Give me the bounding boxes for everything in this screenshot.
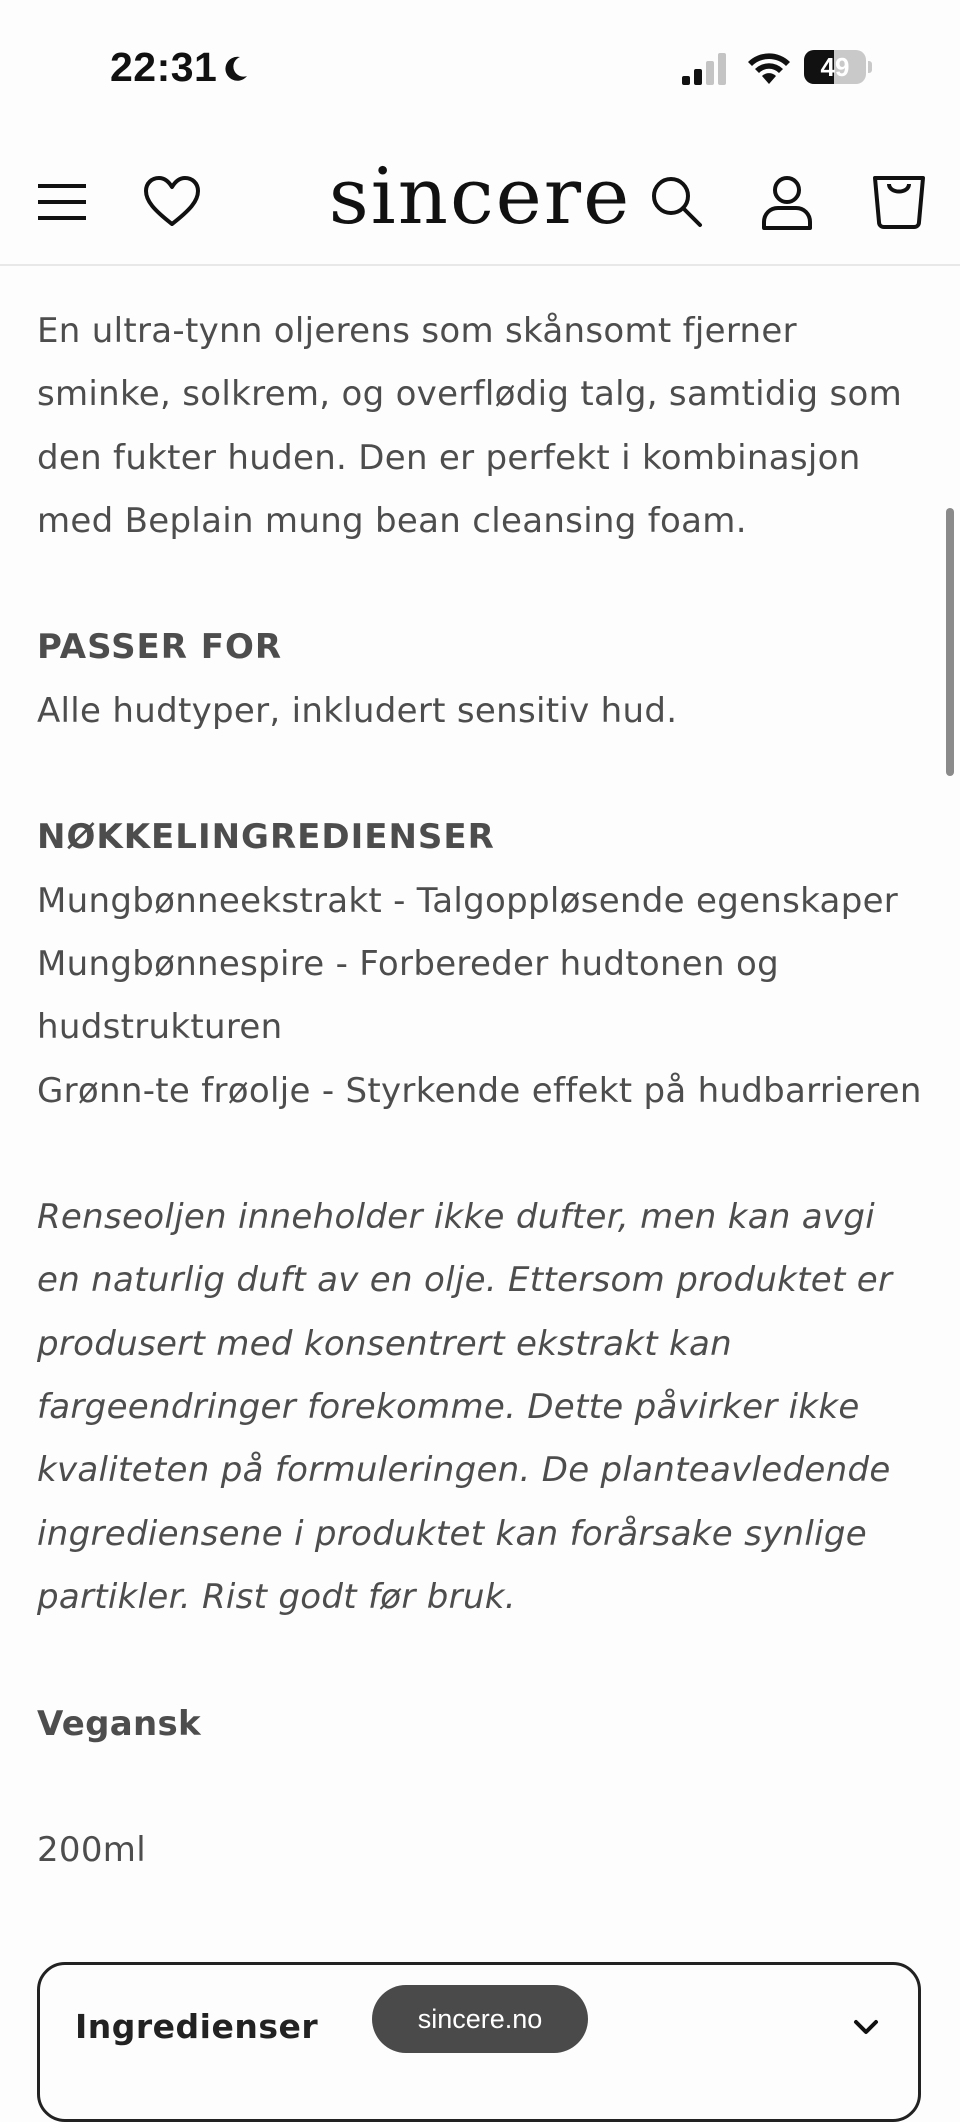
chevron-down-icon [848, 2009, 884, 2045]
product-description [37, 300, 927, 1882]
volume-label: 200ml [37, 1830, 146, 1871]
cart-icon[interactable] [867, 170, 931, 234]
vegan-label: Vegansk [37, 1703, 201, 1744]
menu-icon[interactable] [30, 170, 94, 234]
site-logo[interactable]: sincere [328, 152, 632, 242]
account-icon[interactable] [755, 170, 819, 234]
wifi-icon [746, 50, 792, 86]
signal-icon [680, 52, 730, 86]
status-time: 22:31 [110, 44, 218, 90]
battery-icon [804, 50, 872, 88]
suitable-heading: PASSER FOR [37, 627, 283, 668]
description-intro: En ultra-tynn oljerens som skånsomt fjerner sminke, solkrem, og overflødig talg, samtidig som den fukter huden. Den er perfekt i kombinasjon med Beplain mung bean cleansing foam. [37, 311, 903, 541]
status-bar [0, 0, 960, 140]
ingredients-heading: NØKKELINGREDIENSER [37, 817, 495, 858]
battery-level: 49 [820, 52, 850, 82]
scrollbar[interactable] [946, 508, 954, 776]
ingredient-item: Grønn-te frøolje - Styrkende effekt på hudbarrieren [37, 1070, 922, 1111]
search-icon[interactable] [645, 170, 709, 234]
suitable-text: Alle hudtyper, inkludert sensitiv hud. [37, 690, 678, 731]
browser-url-bar[interactable]: sincere.no [372, 1985, 588, 2053]
heart-icon[interactable] [140, 170, 204, 234]
moon-icon [220, 54, 250, 84]
ingredient-item: Mungbønnespire - Forbereder hudtonen og hudstrukturen [37, 943, 779, 1048]
product-note: Renseoljen inneholder ikke dufter, men kan avgi en naturlig duft av en olje. Ettersom produktet er produsert med konsentrert ekstrakt kan fargeendringer forekomme. Dette påvirker ikke kvaliteten på formuleringen. De planteavledende ingrediensene i produktet kan forårsake synlige partikler. Rist godt før bruk. [37, 1197, 893, 1617]
site-header [0, 140, 960, 266]
accordion-label: Ingredienser [75, 2007, 319, 2046]
ingredient-item: Mungbønneekstrakt - Talgoppløsende egenskaper [37, 880, 899, 921]
